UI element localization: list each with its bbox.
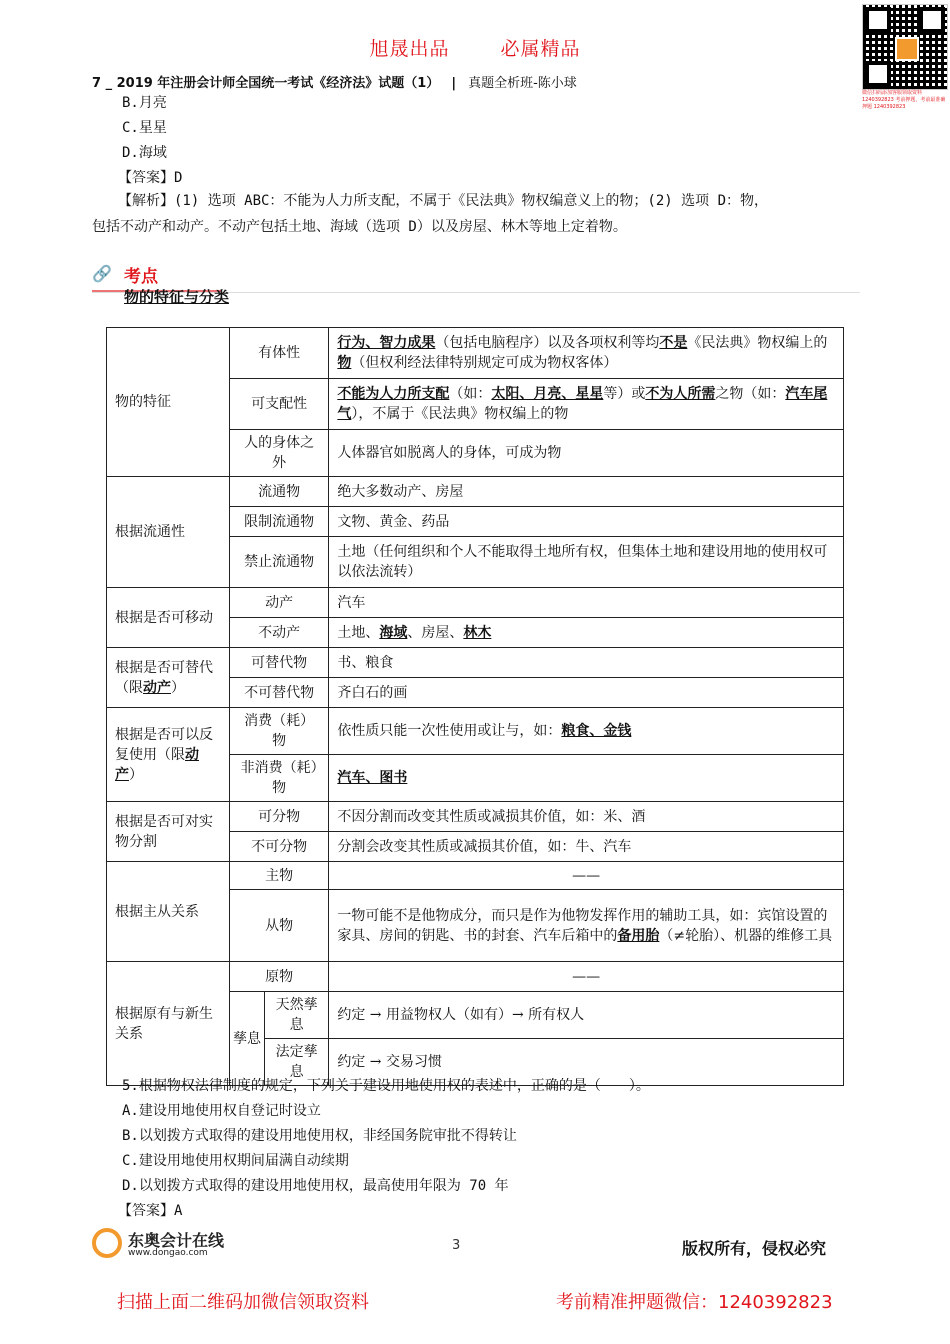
row-key: 不动产: [230, 618, 329, 648]
promo-right: 考前精准押题微信：1240392823: [556, 1292, 833, 1313]
question-5-option-a: A.建设用地使用权自登记时设立: [122, 1103, 321, 1119]
group-label: 根据流通性: [107, 477, 230, 588]
row-key: 可支配性: [230, 379, 329, 430]
question-5-option-b: B.以划拨方式取得的建设用地使用权，非经国务院审批不得转让: [122, 1128, 517, 1144]
group-label: 根据原有与新生关系: [107, 962, 230, 1086]
group-label: 根据主从关系: [107, 862, 230, 962]
row-value: 不因分割而改变其性质或减损其价值，如：米、酒: [329, 802, 844, 832]
row-value: 土地、海域、房屋、林木: [329, 618, 844, 648]
group-label: 根据是否可移动: [107, 588, 230, 648]
row-key: 人的身体之外: [230, 430, 329, 477]
row-value: 土地（任何组织和个人不能取得土地所有权，但集体土地和建设用地的使用权可以依法流转）: [329, 537, 844, 588]
row-value: 文物、黄金、药品: [329, 507, 844, 537]
row-value: 约定 → 交易习惯: [329, 1039, 844, 1086]
group-label: 根据是否可对实物分割: [107, 802, 230, 862]
row-key: 可替代物: [230, 648, 329, 678]
question-5-answer: 【答案】A: [118, 1203, 183, 1219]
brand-left: 旭晟出品: [369, 38, 450, 60]
dongao-logo: [92, 1226, 232, 1266]
group-label: 根据是否可替代（限动产）: [107, 648, 230, 708]
answer-line: 【答案】D: [118, 170, 183, 186]
row-value: 一物可能不是他物成分，而只是作为他物发挥作用的辅助工具，如：宾馆设置的家具、房间的钥匙、书的封套、汽车后箱中的备用胎（≠轮胎）、机器的维修工具: [329, 890, 844, 962]
row-value: ——: [329, 862, 844, 890]
row-value: ——: [329, 962, 844, 992]
group-label: 根据是否可以反复使用（限动产）: [107, 708, 230, 802]
row-key: 原物: [230, 962, 329, 992]
qr-note: 微信扫码添加客服领取资料 1240392823 考前押题，考前最准确押题 1240392823: [862, 90, 946, 110]
option-d: D.海域: [122, 145, 167, 161]
row-key: 禁止流通物: [230, 537, 329, 588]
row-value: 约定 → 用益物权人（如有）→ 所有权人: [329, 992, 844, 1039]
row-value: 分割会改变其性质或减损其价值，如：牛、汽车: [329, 832, 844, 862]
promo-left: 扫描上面二维码加微信领取资料: [117, 1292, 369, 1313]
analysis-line-2: 包括不动产和动产。不动产包括土地、海域（选项 D）以及房屋、林木等地上定着物。: [92, 219, 627, 235]
option-b: B.月亮: [122, 95, 167, 111]
header-title: 7 _ 2019 年注册会计师全国统一考试《经济法》试题（1）: [92, 76, 440, 91]
question-5-option-d: D.以划拨方式取得的建设用地使用权，最高使用年限为 70 年: [122, 1178, 509, 1194]
paperclip-icon: 🔗: [92, 264, 112, 283]
logo-url: www.dongao.com: [128, 1248, 208, 1258]
qr-code-image: [862, 4, 948, 90]
row-key: 主物: [230, 862, 329, 890]
group-label: 物的特征: [107, 328, 230, 477]
topic-label: 考点: [124, 267, 158, 287]
brand-right: 必属精品: [500, 38, 581, 60]
row-value: 汽车: [329, 588, 844, 618]
header-separator: |: [451, 76, 457, 91]
row-key: 有体性: [230, 328, 329, 379]
question-5-option-c: C.建设用地使用权期间届满自动续期: [122, 1153, 349, 1169]
row-key: 流通物: [230, 477, 329, 507]
qr-logo-icon: [895, 37, 919, 61]
row-key: 法定孳息: [265, 1039, 329, 1086]
row-value: 绝大多数动产、房屋: [329, 477, 844, 507]
header-subtitle: 真题全析班-陈小球: [468, 76, 577, 91]
copyright-notice: 版权所有，侵权必究: [682, 1239, 827, 1258]
row-key: 从物: [230, 890, 329, 962]
row-value: 行为、智力成果（包括电脑程序）以及各项权利等均不是《民法典》物权编上的物（但权利经法律特别规定可成为物权客体）: [329, 328, 844, 379]
option-c: C.星星: [122, 120, 167, 136]
row-key: 限制流通物: [230, 507, 329, 537]
page-header: [92, 72, 577, 91]
brand-banner: [0, 34, 950, 61]
row-value: 不能为人力所支配（如：太阳、月亮、星星等）或不为人所需之物（如：汽车尾气），不属于《民法典》物权编上的物: [329, 379, 844, 430]
logo-name: 东奥会计在线: [128, 1231, 225, 1250]
row-key: 可分物: [230, 802, 329, 832]
row-value: 齐白石的画: [329, 678, 844, 708]
row-key: 不可分物: [230, 832, 329, 862]
analysis-line-1: 【解析】(1) 选项 ABC：不能为人力所支配，不属于《民法典》物权编意义上的物；(2) 选项 D：物，: [118, 193, 768, 209]
row-key: 动产: [230, 588, 329, 618]
logo-icon: [92, 1228, 122, 1258]
page-number: 3: [452, 1238, 461, 1253]
classification-table: [106, 327, 844, 1086]
row-value: 人体器官如脱离人的身体，可成为物: [329, 430, 844, 477]
question-5-stem: 5.根据物权法律制度的规定，下列关于建设用地使用权的表述中，正确的是（ ）。: [122, 1078, 650, 1094]
row-value: 汽车、图书: [329, 755, 844, 802]
row-key: 天然孳息: [265, 992, 329, 1039]
row-value: 书、粮食: [329, 648, 844, 678]
sub-group-label: 孳息: [230, 992, 265, 1086]
topic-title: 物的特征与分类: [124, 288, 230, 306]
row-key: 非消费（耗）物: [230, 755, 329, 802]
row-key: 不可替代物: [230, 678, 329, 708]
row-value: 依性质只能一次性使用或让与，如：粮食、金钱: [329, 708, 844, 755]
row-key: 消费（耗）物: [230, 708, 329, 755]
